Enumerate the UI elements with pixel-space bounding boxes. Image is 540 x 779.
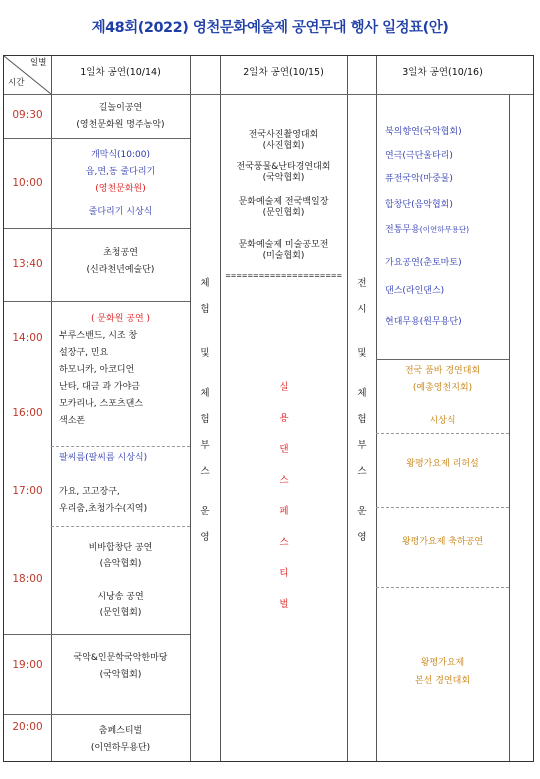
- corner-time-label: 시간: [8, 78, 25, 88]
- day1-event-org: (음악협회): [99, 559, 142, 569]
- day1-performance: 설장구, 민요: [59, 348, 109, 358]
- side-exhibit-label: 전 시 및 체 험 부 스 운 영: [357, 278, 367, 543]
- day1-performance: 모카리나, 스포츠댄스: [59, 399, 143, 409]
- day3-event-title: 전국 품바 경연대회: [404, 366, 481, 376]
- day1-performance: 색소폰: [59, 416, 86, 426]
- day3-event-title: 시상식: [429, 416, 456, 426]
- day3-event: 연극(극단울타리): [385, 151, 453, 161]
- day1-event-org: (문인협회): [99, 608, 142, 618]
- time-label: 10:00: [12, 177, 43, 189]
- day2-header: 2일차 공연(10/15): [243, 67, 324, 78]
- day1-performance: 우리춤,초청가수(지역): [59, 504, 148, 514]
- day3-event: 합창단(음악협회): [385, 200, 453, 210]
- day1-event-title: ( 문화원 공연 ): [90, 314, 151, 324]
- day1-event-title: 개막식(10:00): [90, 150, 151, 160]
- day2-event-title: 전국풍물&난타경연대회: [236, 162, 331, 172]
- day3-event-title: 왕평가요제 축하공연: [401, 537, 484, 547]
- day2-event-org: (국악협회): [262, 173, 305, 183]
- day1-event-title: 줄다리기 시상식: [88, 207, 153, 217]
- day3-event-title: 왕평가요제 리허설: [406, 459, 479, 469]
- day1-event-title: 비바합창단 공연: [88, 543, 153, 553]
- day1-event-org: (영천문화원): [95, 184, 146, 194]
- day3-event: 댄스(라인댄스): [385, 286, 445, 296]
- day1-event-title: 길놀이공연: [98, 103, 143, 113]
- time-label: 17:00: [12, 485, 43, 497]
- day3-event: 북의향연(국악협회): [385, 127, 462, 137]
- day1-event-org: (영천문화원 명주농악): [76, 120, 165, 130]
- day1-event-title: 국악&인문학국악한마당: [73, 653, 168, 663]
- day1-event-title: 읍,면,동 줄다리기: [85, 167, 156, 177]
- corner-day-label: 일별: [30, 58, 47, 68]
- page-title: 제48회(2022) 영천문화예술제 공연무대 행사 일정표(안): [91, 20, 449, 36]
- day2-separator: =====================: [225, 272, 342, 280]
- time-label: 13:40: [12, 258, 43, 270]
- day1-event-title: 팔씨름(팔씨름 시상식): [59, 453, 148, 463]
- time-label: 14:00: [12, 332, 43, 344]
- time-label: 20:00: [12, 721, 43, 733]
- time-label: 19:00: [12, 659, 43, 671]
- day3-event: 가요공연(춘토마토): [385, 258, 462, 268]
- day3-event-org: (예총영천지회): [412, 383, 473, 393]
- day3-event-title: 왕평가요제: [420, 658, 465, 668]
- side-booth-label: 체 험 및 체 험 부 스 운 영: [200, 278, 210, 543]
- day2-event-org: (미술협회): [262, 251, 305, 261]
- time-label: 18:00: [12, 573, 43, 585]
- day1-performance: 하모니카, 아코디언: [59, 365, 135, 375]
- day1-event-title: 초청공연: [103, 248, 138, 258]
- day2-event-org: (사진협회): [262, 141, 305, 151]
- day1-event-org: (이연하무용단): [90, 743, 151, 753]
- day3-header: 3일차 공연(10/16): [402, 67, 483, 78]
- day2-event-title: 전국사진촬영대회: [248, 130, 319, 140]
- day1-header: 1일차 공연(10/14): [80, 67, 161, 78]
- time-label: 09:30: [12, 109, 43, 121]
- day1-performance: 난타, 대금 과 가야금: [59, 382, 140, 392]
- day2-event-title: 문화예술제 미술공모전: [238, 240, 329, 250]
- day3-event: 퓨전국악(마중물): [385, 174, 453, 184]
- day1-event-org: (신라천년예술단): [86, 265, 155, 275]
- day1-performance: 가요, 고고장구,: [59, 487, 120, 497]
- day2-event-title: 문화예술제 전국백일장: [238, 197, 329, 207]
- day2-event-org: (문인협회): [262, 208, 305, 218]
- day3-event: 현대무용(원무용단): [385, 317, 462, 327]
- day3-event-title: 본선 경연대회: [414, 676, 471, 686]
- day1-event-title: 춤페스티벌: [98, 726, 143, 736]
- schedule-table: [3, 55, 534, 762]
- day1-performance: 부루스밴드, 시조 창: [59, 331, 138, 341]
- day3-event: 전통무용(이연하무용단): [385, 225, 470, 235]
- day2-dance-festival: 실 용 댄 스 페 스 티 벌: [279, 382, 289, 610]
- day1-event-org: (국악협회): [99, 670, 142, 680]
- time-label: 16:00: [12, 407, 43, 419]
- day1-event-title: 시낭송 공연: [97, 592, 144, 602]
